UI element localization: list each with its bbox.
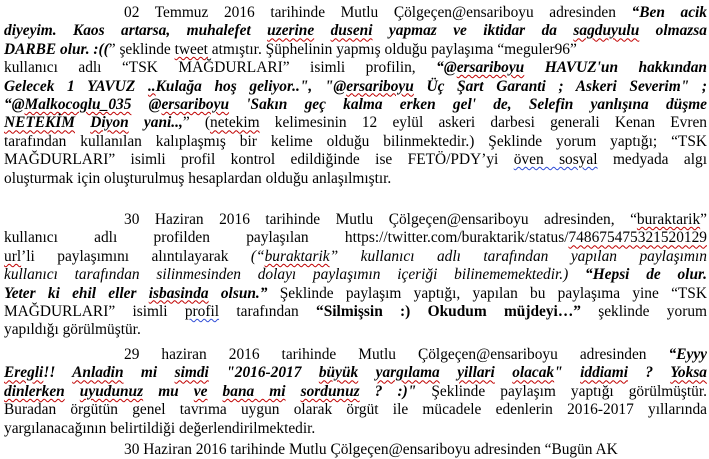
misspelled-word: ersariboyu (456, 59, 525, 77)
quote-text: HAVUZ'un hakkından (524, 59, 707, 77)
misspelled-word: simdi (174, 364, 209, 382)
bold-quote: “Silmişsin :) Okudum müjdeyi…” (316, 302, 581, 320)
misspelled-word: Anladin (72, 364, 124, 382)
p2-line-3 (4, 248, 707, 266)
misspelled-word: isbasinda (148, 284, 209, 302)
quote-text: @ (131, 95, 162, 113)
p1-line-2 (4, 22, 707, 40)
quote-text (440, 364, 457, 381)
quote-start: “Hepsi de olur. (568, 266, 707, 284)
quote-end: DARBE olur. :(( (4, 40, 109, 58)
grammar-flag: öven sosyal (513, 151, 598, 169)
italic-note: (“ (250, 247, 265, 265)
paragraph-4-cutoff (4, 441, 707, 459)
quote-text (286, 383, 301, 400)
p3-line-1 (4, 346, 707, 364)
misspelled-word: dinlerken (4, 382, 65, 400)
italic-note: kullanıcı tarafından silinmesinden dolayı paylaşımın içeriği bilinememektedir.) (4, 266, 569, 284)
quote-text: Yeter ki ehil eller (4, 284, 149, 302)
quote-text: "2016-2017 (208, 364, 319, 382)
misspelled-word: url (4, 247, 22, 265)
text: ” (700, 211, 707, 228)
paragraph-2 (4, 211, 707, 340)
misspelled-word: ersariboyu (161, 95, 230, 113)
text: medyada algı (597, 151, 707, 169)
p1-line-9 (4, 151, 707, 169)
misspelled-word: .. (147, 77, 156, 95)
misspelled-word: tweet (174, 40, 208, 58)
quote-text: “@ (436, 59, 457, 77)
p2-line-2 (4, 229, 707, 247)
misspelled-word: Yoksa (670, 364, 708, 382)
text: tarafından (219, 302, 317, 320)
misspelled-word: NETEKİM (4, 114, 75, 132)
p2-line-5 (4, 285, 707, 303)
text (314, 22, 330, 39)
misspelled-word: sagduyulu (573, 22, 640, 40)
quote-text: mu (143, 382, 194, 400)
text: MAĞDURLARI” isimli profil kontrol edildiğinde ise FETÖ/PDY’yi (4, 151, 514, 169)
p2-line-1 (4, 211, 707, 229)
misspelled-word: buraktarik (636, 211, 701, 228)
quote-text: Kulağa hoş geliyor.. (155, 77, 300, 95)
misspelled-word: duseni (330, 22, 373, 40)
p2-line-6 (4, 303, 707, 321)
misspelled-word: 748675475321520129 (568, 229, 707, 247)
misspelled-word: netekim (210, 114, 260, 132)
p1-line-4 (4, 59, 707, 77)
quote-text: Üç Şart Garanti ; Askeri Severim" ; (413, 77, 707, 95)
misspelled-word: uzerine (267, 22, 315, 40)
misspelled-word: uyudunuz (79, 382, 144, 400)
misspelled-word: buraktarik (264, 247, 330, 265)
quote-start: “Ben acik (631, 4, 707, 21)
p3-line-4 (4, 401, 707, 419)
text: ” ( (182, 114, 211, 132)
text: MAĞDURLARI” isimli (4, 302, 185, 320)
text: 30 Haziran 2016 tarihinde Mutlu Çölgeçen@ensariboyu adresinden “Bugün AK (124, 441, 618, 458)
quote-end: olsun.” (208, 284, 268, 302)
text: diyeyim. Kaos artarsa, muhalefet (4, 22, 268, 40)
text: 30 Haziran 2016 tarihinde Mutlu Çölgeçen@ensariboyu adresinden, “ (124, 211, 637, 228)
quote-text: " (554, 364, 581, 382)
text: 29 haziran 2016 tarihinde Mutlu Çölgeçen@ensariboyu adresinden (124, 346, 669, 363)
quote-text (65, 383, 80, 400)
p1-line-10 (4, 170, 707, 188)
misspelled-word: bana mi (222, 382, 286, 400)
paragraph-3 (4, 346, 707, 438)
misspelled-word: yargılama (375, 364, 440, 382)
p3-line-2 (4, 364, 707, 382)
quote-text: mi (123, 364, 175, 382)
quote-text: yani.., (128, 114, 183, 132)
text: ’li paylaşımını alıntılayarak (21, 247, 251, 265)
text: şeklinde yorum (580, 302, 707, 320)
quote-end: ? :)" (359, 382, 417, 400)
text: 02 Temmuz 2016 tarihinde Mutlu Çölgeçen@ensariboyu adresinden (124, 4, 632, 21)
misspelled-word: Diyon (90, 114, 129, 132)
misspelled-word: Malkocoglu_035 (24, 95, 132, 113)
text: yapıldığı görülmüştür. (4, 321, 141, 339)
quote-text: !! (43, 364, 73, 382)
text: olmazsa (639, 22, 707, 40)
quote-text (207, 383, 222, 400)
text: tarafından kullanılan kalıplaşmış bir kelime olduğu bilinmektedir.) Şeklinde yorum yaptığı; “TSK (4, 132, 707, 150)
misspelled-word: sordunuz (300, 382, 360, 400)
p1-line-7 (4, 114, 707, 132)
url-text: kullanıcı adlı profilden paylaşılan https://twitter.com/buraktarik/status/ (4, 229, 569, 247)
text: atmıştır. Şüphelinin yapmış olduğu paylaşıma “meguler96” (207, 40, 577, 58)
grammar-flag: profil (184, 302, 220, 320)
p1-line-3 (4, 41, 707, 59)
quote-text: ? (627, 364, 671, 382)
quote-text: Gelecek 1 YAVUZ (4, 77, 148, 95)
text: oluşturmak için oluşturulmuş hesaplardan olduğu anlaşılmıştır. (4, 169, 392, 187)
text: kullanıcı adlı “TSK MAĞDURLARI” isimli profilin, (4, 59, 437, 77)
p3-line-3 (4, 383, 707, 401)
text: Buradan örgütün genel tavrıma uygun olarak örgüt ile mücadele edenlerin 2016-2017 yıllarında (4, 401, 707, 419)
misspelled-word: ersariboyu (346, 77, 414, 95)
quote-start: “Eyyy (668, 346, 707, 363)
text: Şeklinde paylaşım yaptığı, yapılan bu paylaşıma yine “TSK (267, 284, 707, 302)
quote-text: “@ (4, 95, 25, 113)
p1-line-8 (4, 133, 707, 151)
quote-text (358, 364, 375, 381)
p1-line-5 (4, 78, 707, 96)
text: kelimesinin 12 eylül askeri darbesi generali Kenan Evren (259, 114, 707, 132)
text: Şeklinde paylaşım yaptığı görülmüştür. (416, 382, 707, 400)
text: yargılanacağının belirtildiği değerlendirilmektedir. (4, 419, 316, 437)
quote-text (495, 364, 512, 381)
quote-text: ", "@ (299, 77, 347, 95)
misspelled-word: büyük (318, 364, 359, 382)
misspelled-word: yillari (457, 364, 495, 382)
paragraph-1 (4, 4, 707, 188)
p3-line-5 (4, 420, 707, 438)
text: ” şeklinde (108, 40, 175, 58)
misspelled-word: iddiami (580, 364, 628, 382)
quote-text: 'Sakın geç kalma erken gel' de, Selefin yanlışına düşme (229, 95, 708, 113)
text: yapmaz ve iktidar da (372, 22, 574, 40)
misspelled-word: Eregli (4, 364, 44, 382)
p4-line-1 (4, 441, 707, 459)
italic-note: ” kullanıcı adlı tarafından yapılan paylaşımın (329, 247, 707, 265)
p2-line-7 (4, 321, 707, 339)
misspelled-word: olacak (512, 364, 555, 382)
p1-line-1 (4, 4, 707, 22)
misspelled-word: ve (193, 382, 208, 400)
p1-line-6 (4, 96, 707, 114)
quote-text (75, 114, 90, 131)
p2-line-4 (4, 266, 707, 284)
